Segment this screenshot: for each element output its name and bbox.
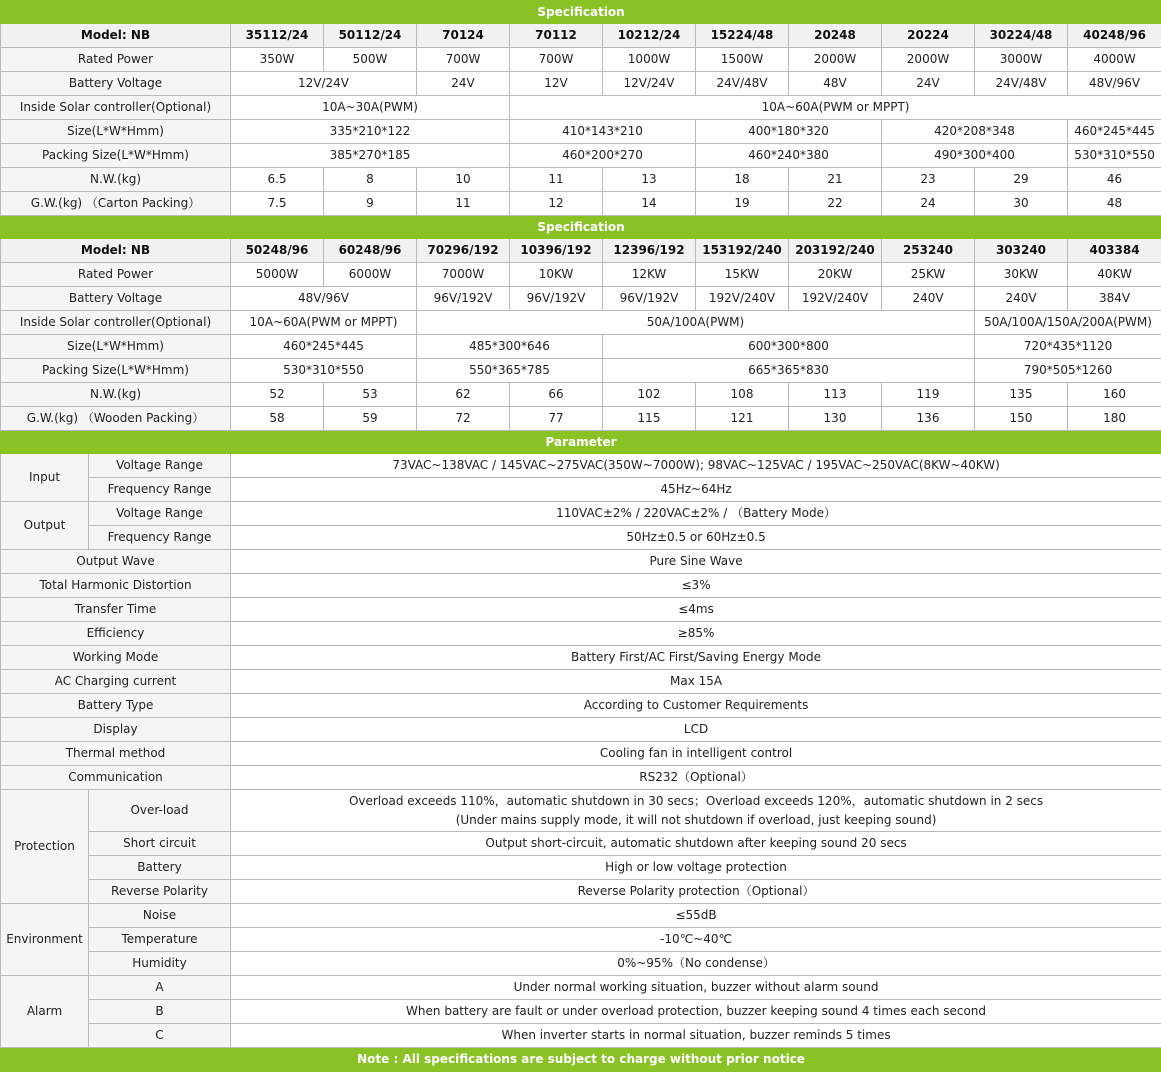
value-cell: 50A/100A/150A/200A(PWM) <box>975 311 1161 335</box>
row-label: Transfer Time <box>1 598 231 622</box>
value-cell: 72 <box>417 407 510 431</box>
model-cell: 40248/96 <box>1068 24 1161 48</box>
value-cell: 400*180*320 <box>696 120 882 144</box>
value-cell: 23 <box>882 168 975 192</box>
value-cell: 10A~60A(PWM or MPPT) <box>231 311 417 335</box>
value-cell: 192V/240V <box>789 287 882 311</box>
ac-charging-row <box>1 670 1161 694</box>
value-cell <box>231 790 1161 832</box>
spec2-gw-row <box>1 407 1161 431</box>
protection-short-row <box>1 832 1161 856</box>
value-cell: 108 <box>696 383 789 407</box>
value-cell: 790*505*1260 <box>975 359 1161 383</box>
row-label: Packing Size(L*W*Hmm) <box>1 144 231 168</box>
value-cell: 460*245*445 <box>1068 120 1161 144</box>
value-cell: 1500W <box>696 48 789 72</box>
value-cell: RS232（Optional） <box>231 766 1161 790</box>
value-cell: 530*310*550 <box>231 359 417 383</box>
value-cell: 12V/24V <box>231 72 417 96</box>
row-label: Frequency Range <box>89 526 231 550</box>
alarm-a-row <box>1 976 1161 1000</box>
protection-overload-row <box>1 790 1161 832</box>
value-cell: 10 <box>417 168 510 192</box>
value-cell: 20KW <box>789 263 882 287</box>
spec2-title-bar <box>1 216 1161 239</box>
row-label: B <box>89 1000 231 1024</box>
value-cell: 13 <box>603 168 696 192</box>
row-label: Short circuit <box>89 832 231 856</box>
value-cell: 3000W <box>975 48 1068 72</box>
value-cell: 48V/96V <box>231 287 417 311</box>
value-cell: 40KW <box>1068 263 1161 287</box>
value-cell: ≤3% <box>231 574 1161 598</box>
row-label: Frequency Range <box>89 478 231 502</box>
spec1-size-row <box>1 120 1161 144</box>
value-cell: 24V <box>417 72 510 96</box>
row-label: Working Mode <box>1 646 231 670</box>
display-row <box>1 718 1161 742</box>
value-cell: Output short-circuit, automatic shutdown after keeping sound 20 secs <box>231 832 1161 856</box>
model-cell: 20248 <box>789 24 882 48</box>
spec2-rated-power-row <box>1 263 1161 287</box>
model-cell: 50248/96 <box>231 239 324 263</box>
value-cell: 240V <box>975 287 1068 311</box>
value-cell: 102 <box>603 383 696 407</box>
efficiency-row <box>1 622 1161 646</box>
row-label: Rated Power <box>1 48 231 72</box>
value-cell: 600*300*800 <box>603 335 975 359</box>
row-label: Size(L*W*Hmm) <box>1 120 231 144</box>
value-cell: 96V/192V <box>603 287 696 311</box>
value-cell: 119 <box>882 383 975 407</box>
section-title: Parameter <box>1 431 1161 454</box>
value-cell: 96V/192V <box>510 287 603 311</box>
value-cell: ≤4ms <box>231 598 1161 622</box>
value-cell: Pure Sine Wave <box>231 550 1161 574</box>
value-cell: According to Customer Requirements <box>231 694 1161 718</box>
value-cell: 136 <box>882 407 975 431</box>
spec1-title-bar <box>1 1 1161 24</box>
row-label: Reverse Polarity <box>89 880 231 904</box>
group-label: Output <box>1 502 89 550</box>
row-label: N.W.(kg) <box>1 383 231 407</box>
value-cell: 6.5 <box>231 168 324 192</box>
spec2-battery-voltage-row <box>1 287 1161 311</box>
value-cell: 530*310*550 <box>1068 144 1161 168</box>
row-label: Battery <box>89 856 231 880</box>
value-cell: 500W <box>324 48 417 72</box>
value-cell: 50A/100A(PWM) <box>417 311 975 335</box>
output-voltage-row <box>1 502 1161 526</box>
value-cell: 48V/96V <box>1068 72 1161 96</box>
row-label: Size(L*W*Hmm) <box>1 335 231 359</box>
row-label: Temperature <box>89 928 231 952</box>
value-cell: 18 <box>696 168 789 192</box>
value-cell: 665*365*830 <box>603 359 975 383</box>
value-cell: 10A~60A(PWM or MPPT) <box>510 96 1161 120</box>
row-label: Packing Size(L*W*Hmm) <box>1 359 231 383</box>
value-cell: When battery are fault or under overload protection, buzzer keeping sound 4 times each second <box>231 1000 1161 1024</box>
input-voltage-row <box>1 454 1161 478</box>
value-cell: 7000W <box>417 263 510 287</box>
value-cell: 73VAC~138VAC / 145VAC~275VAC(350W~7000W); 98VAC~125VAC / 195VAC~250VAC(8KW~40KW) <box>231 454 1161 478</box>
input-frequency-row <box>1 478 1161 502</box>
communication-row <box>1 766 1161 790</box>
row-label: Output Wave <box>1 550 231 574</box>
value-cell: 58 <box>231 407 324 431</box>
value-cell: 53 <box>324 383 417 407</box>
value-cell: 45Hz~64Hz <box>231 478 1161 502</box>
spec2-solar-row <box>1 311 1161 335</box>
spec1-gw-row <box>1 192 1161 216</box>
working-mode-row <box>1 646 1161 670</box>
value-cell: 700W <box>417 48 510 72</box>
value-cell: 24V/48V <box>975 72 1068 96</box>
value-cell: 385*270*185 <box>231 144 510 168</box>
value-cell: 66 <box>510 383 603 407</box>
value-cell: 21 <box>789 168 882 192</box>
model-cell: 60248/96 <box>324 239 417 263</box>
value-cell: 5000W <box>231 263 324 287</box>
value-cell: 700W <box>510 48 603 72</box>
thd-row <box>1 574 1161 598</box>
value-cell: 115 <box>603 407 696 431</box>
value-cell: 4000W <box>1068 48 1161 72</box>
value-cell: 12KW <box>603 263 696 287</box>
value-cell: High or low voltage protection <box>231 856 1161 880</box>
spec1-nw-row <box>1 168 1161 192</box>
model-cell: 15224/48 <box>696 24 789 48</box>
row-label: Rated Power <box>1 263 231 287</box>
overload-line-2: (Under mains supply mode, it will not shutdown if overload, just keeping sound) <box>455 812 937 827</box>
model-cell: 20224 <box>882 24 975 48</box>
row-label: Display <box>1 718 231 742</box>
value-cell: 24 <box>882 192 975 216</box>
value-cell: 24V <box>882 72 975 96</box>
row-label: Communication <box>1 766 231 790</box>
section-title: Specification <box>1 1 1161 24</box>
note-text: Note : All specifications are subject to charge without prior notice <box>1 1048 1161 1072</box>
spec1-packing-row <box>1 144 1161 168</box>
spec2-model-row <box>1 239 1161 263</box>
row-label: Total Harmonic Distortion <box>1 574 231 598</box>
environment-temperature-row <box>1 928 1161 952</box>
value-cell: 335*210*122 <box>231 120 510 144</box>
spec2-packing-row <box>1 359 1161 383</box>
value-cell: 9 <box>324 192 417 216</box>
row-label: Battery Voltage <box>1 72 231 96</box>
value-cell: 52 <box>231 383 324 407</box>
spec2-nw-row <box>1 383 1161 407</box>
value-cell: Reverse Polarity protection（Optional） <box>231 880 1161 904</box>
value-cell: 110VAC±2% / 220VAC±2% / （Battery Mode） <box>231 502 1161 526</box>
params-title-bar <box>1 431 1161 454</box>
environment-noise-row <box>1 904 1161 928</box>
value-cell: 30KW <box>975 263 1068 287</box>
group-label: Input <box>1 454 89 502</box>
row-label: Voltage Range <box>89 502 231 526</box>
value-cell: 410*143*210 <box>510 120 696 144</box>
row-label: Voltage Range <box>89 454 231 478</box>
alarm-b-row <box>1 1000 1161 1024</box>
value-cell: LCD <box>231 718 1161 742</box>
spec1-solar-row <box>1 96 1161 120</box>
row-label: Model: NB <box>1 24 231 48</box>
value-cell: 48V <box>789 72 882 96</box>
value-cell: Battery First/AC First/Saving Energy Mode <box>231 646 1161 670</box>
value-cell: Max 15A <box>231 670 1161 694</box>
value-cell: 350W <box>231 48 324 72</box>
model-cell: 70296/192 <box>417 239 510 263</box>
section-title: Specification <box>1 216 1161 239</box>
value-cell: 160 <box>1068 383 1161 407</box>
note-bar <box>1 1048 1161 1072</box>
value-cell: ≥85% <box>231 622 1161 646</box>
value-cell: 135 <box>975 383 1068 407</box>
value-cell: 14 <box>603 192 696 216</box>
transfer-time-row <box>1 598 1161 622</box>
group-label: Protection <box>1 790 89 904</box>
model-cell: 303240 <box>975 239 1068 263</box>
row-label: Thermal method <box>1 742 231 766</box>
value-cell: 460*245*445 <box>231 335 417 359</box>
model-cell: 403384 <box>1068 239 1161 263</box>
value-cell: 460*240*380 <box>696 144 882 168</box>
value-cell: 485*300*646 <box>417 335 603 359</box>
value-cell: 7.5 <box>231 192 324 216</box>
group-label: Environment <box>1 904 89 976</box>
value-cell: 15KW <box>696 263 789 287</box>
row-label: Over-load <box>89 790 231 832</box>
spec1-model-row <box>1 24 1161 48</box>
value-cell: 490*300*400 <box>882 144 1068 168</box>
value-cell: 1000W <box>603 48 696 72</box>
protection-battery-row <box>1 856 1161 880</box>
model-cell: 12396/192 <box>603 239 696 263</box>
model-cell: 70124 <box>417 24 510 48</box>
row-label: N.W.(kg) <box>1 168 231 192</box>
environment-humidity-row <box>1 952 1161 976</box>
value-cell: 24V/48V <box>696 72 789 96</box>
row-label: Battery Type <box>1 694 231 718</box>
value-cell: 0%~95%（No condense） <box>231 952 1161 976</box>
value-cell: Under normal working situation, buzzer without alarm sound <box>231 976 1161 1000</box>
value-cell: 240V <box>882 287 975 311</box>
model-cell: 70112 <box>510 24 603 48</box>
value-cell: 384V <box>1068 287 1161 311</box>
model-cell: 50112/24 <box>324 24 417 48</box>
row-label: A <box>89 976 231 1000</box>
value-cell: 550*365*785 <box>417 359 603 383</box>
value-cell: 130 <box>789 407 882 431</box>
value-cell: 8 <box>324 168 417 192</box>
row-label: G.W.(kg) （Wooden Packing） <box>1 407 231 431</box>
value-cell: 12 <box>510 192 603 216</box>
row-label: Noise <box>89 904 231 928</box>
value-cell: 46 <box>1068 168 1161 192</box>
spec1-rated-power-row <box>1 48 1161 72</box>
model-cell: 10396/192 <box>510 239 603 263</box>
value-cell: 10A~30A(PWM) <box>231 96 510 120</box>
value-cell: Cooling fan in intelligent control <box>231 742 1161 766</box>
battery-type-row <box>1 694 1161 718</box>
value-cell: 6000W <box>324 263 417 287</box>
value-cell: 12V <box>510 72 603 96</box>
value-cell: 50Hz±0.5 or 60Hz±0.5 <box>231 526 1161 550</box>
output-wave-row <box>1 550 1161 574</box>
alarm-c-row <box>1 1024 1161 1048</box>
overload-line-1: Overload exceeds 110%，automatic shutdown in 30 secs；Overload exceeds 120%，automatic shutdown in 2 secs <box>348 793 1044 808</box>
row-label: Efficiency <box>1 622 231 646</box>
value-cell: 192V/240V <box>696 287 789 311</box>
row-label: AC Charging current <box>1 670 231 694</box>
output-frequency-row <box>1 526 1161 550</box>
value-cell: 11 <box>417 192 510 216</box>
value-cell: 12V/24V <box>603 72 696 96</box>
model-cell: 30224/48 <box>975 24 1068 48</box>
value-cell: 77 <box>510 407 603 431</box>
row-label: Humidity <box>89 952 231 976</box>
row-label: Inside Solar controller(Optional) <box>1 311 231 335</box>
model-cell: 253240 <box>882 239 975 263</box>
value-cell: 29 <box>975 168 1068 192</box>
value-cell: 2000W <box>789 48 882 72</box>
model-cell: 35112/24 <box>231 24 324 48</box>
value-cell: 460*200*270 <box>510 144 696 168</box>
value-cell: 420*208*348 <box>882 120 1068 144</box>
row-label: Inside Solar controller(Optional) <box>1 96 231 120</box>
group-label: Alarm <box>1 976 89 1048</box>
value-cell: When inverter starts in normal situation, buzzer reminds 5 times <box>231 1024 1161 1048</box>
value-cell: 62 <box>417 383 510 407</box>
value-cell: 59 <box>324 407 417 431</box>
value-cell: 96V/192V <box>417 287 510 311</box>
value-cell: ≤55dB <box>231 904 1161 928</box>
value-cell: -10℃~40℃ <box>231 928 1161 952</box>
value-cell: 10KW <box>510 263 603 287</box>
model-cell: 153192/240 <box>696 239 789 263</box>
value-cell: 48 <box>1068 192 1161 216</box>
value-cell: 22 <box>789 192 882 216</box>
value-cell: 720*435*1120 <box>975 335 1161 359</box>
value-cell: 19 <box>696 192 789 216</box>
thermal-row <box>1 742 1161 766</box>
model-cell: 10212/24 <box>603 24 696 48</box>
row-label: G.W.(kg) （Carton Packing） <box>1 192 231 216</box>
value-cell: 150 <box>975 407 1068 431</box>
value-cell: 25KW <box>882 263 975 287</box>
row-label: C <box>89 1024 231 1048</box>
protection-reverse-row <box>1 880 1161 904</box>
row-label: Model: NB <box>1 239 231 263</box>
value-cell: 11 <box>510 168 603 192</box>
model-cell: 203192/240 <box>789 239 882 263</box>
value-cell: 30 <box>975 192 1068 216</box>
row-label: Battery Voltage <box>1 287 231 311</box>
spec2-size-row <box>1 335 1161 359</box>
value-cell: 2000W <box>882 48 975 72</box>
value-cell: 180 <box>1068 407 1161 431</box>
spec1-battery-voltage-row <box>1 72 1161 96</box>
value-cell: 121 <box>696 407 789 431</box>
value-cell: 113 <box>789 383 882 407</box>
